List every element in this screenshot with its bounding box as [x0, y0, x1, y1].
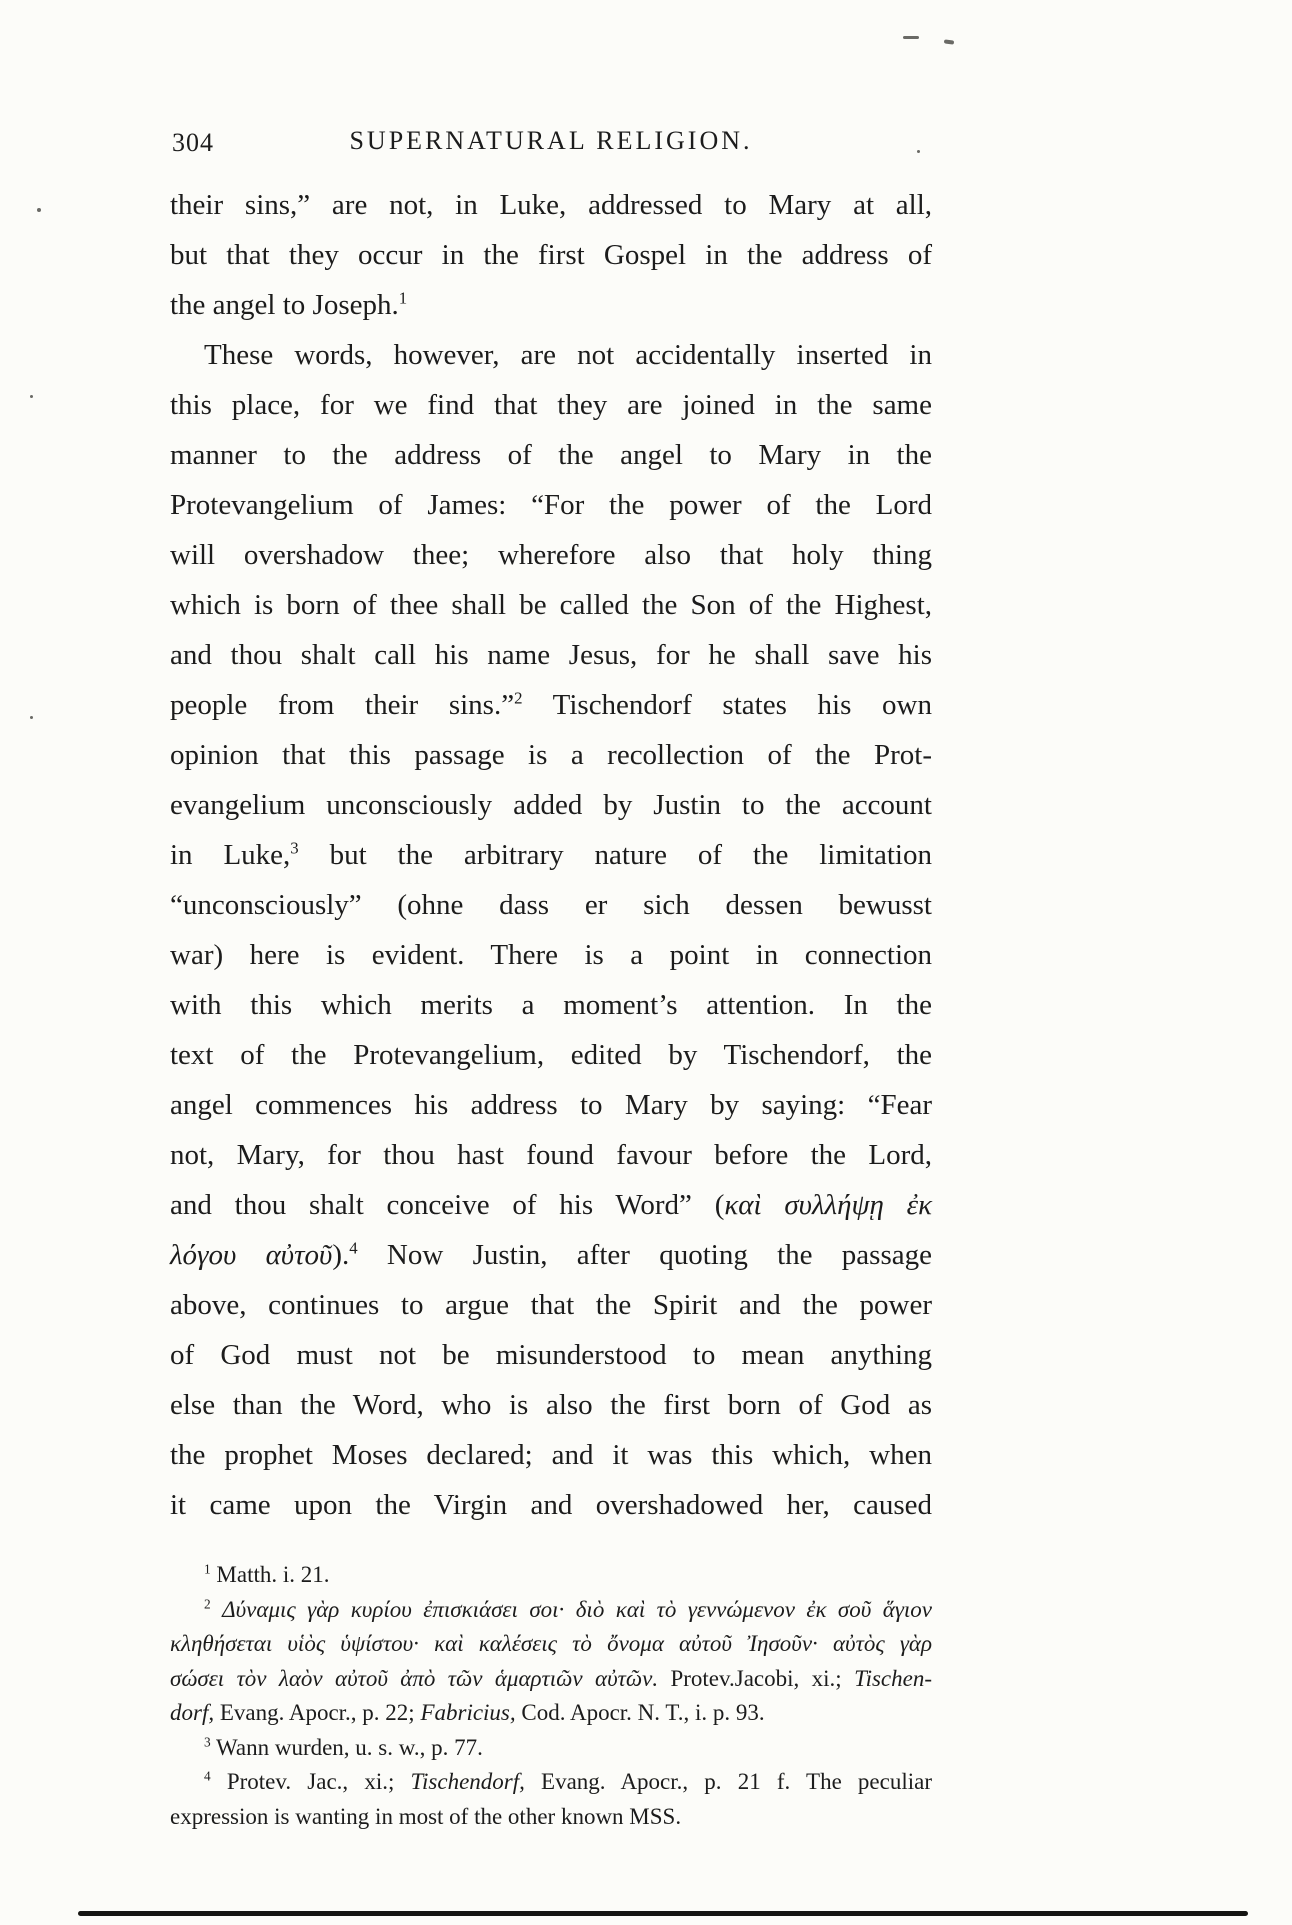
text-segment: which is born of thee shall be called the Son of the Highest, [170, 589, 932, 621]
body-text [170, 180, 932, 1530]
footnote [170, 1731, 932, 1766]
paragraph [170, 330, 932, 1530]
text-line [170, 830, 932, 880]
text-line [170, 280, 932, 330]
paragraph [170, 180, 932, 330]
text-segment: Tischendorf states his own [522, 689, 932, 721]
scan-artifact [944, 39, 954, 44]
text-segment: not, Mary, for thou hast found favour before the Lord, [170, 1139, 932, 1171]
text-line [170, 180, 932, 230]
text-line [170, 1800, 932, 1835]
italic-text-segment: Tischen- [854, 1665, 933, 1691]
text-segment: opinion that this passage is a recollection of the Prot- [170, 739, 932, 771]
text-line [170, 1280, 932, 1330]
text-segment: Protev. Jac., xi.; [210, 1769, 411, 1794]
text-segment: angel commences his address to Mary by saying: “Fear [170, 1089, 932, 1121]
text-segment: manner to the address of the angel to Mary in the [170, 439, 932, 471]
greek-text-segment: κληθήσεται υἱὸς ὑψίστου· καὶ καλέσεις τὸ ὄνομα αὐτοῦ Ἰησοῦν· αὐτὸς γὰρ [170, 1631, 932, 1656]
text-line [170, 1662, 932, 1697]
text-line [170, 1480, 932, 1530]
text-segment: and thou shalt conceive of his Word” ( [170, 1189, 725, 1221]
text-line [170, 580, 932, 630]
text-segment: expression is wanting in most of the other known MSS. [170, 1803, 682, 1829]
text-line [170, 1130, 932, 1180]
page-header [170, 126, 932, 162]
text-line [170, 1330, 932, 1380]
text-segment: Cod. Apocr. N. T., i. p. 93. [515, 1700, 765, 1725]
text-line [170, 1380, 932, 1430]
greek-text-segment: Δύναμις γὰρ κυρίου ἐπισκιάσει σοι· διὸ καὶ τὸ γεννώμενον ἐκ σοῦ ἅγιον [222, 1596, 932, 1622]
text-segment: ). [332, 1239, 350, 1271]
text-line [170, 480, 932, 530]
page-number: 304 [172, 128, 214, 157]
text-segment: with this which merits a moment’s attention. In the [170, 989, 932, 1021]
text-segment: and thou shalt call his name Jesus, for he shall save his [170, 639, 932, 671]
text-line [170, 680, 932, 730]
text-segment: in Luke, [170, 839, 291, 871]
footnote-marker: 2 [204, 1595, 211, 1611]
text-segment: Wann wurden, u. s. w., p. 77. [210, 1734, 483, 1760]
text-line [170, 230, 932, 280]
footnote-marker: 4 [349, 1238, 358, 1258]
scan-artifact [30, 716, 33, 719]
text-segment: Evang. Apocr., p. 21 f. The peculiar [524, 1769, 932, 1794]
text-segment: their sins,” are not, in Luke, addressed to Mary at all, [170, 189, 932, 221]
text-segment: war) here is evident. There is a point in connection [170, 939, 932, 971]
text-line [170, 380, 932, 430]
text-line [170, 1558, 932, 1593]
greek-text-segment: σώσει τὸν λαὸν αὐτοῦ ἀπὸ τῶν ἁμαρτιῶν αὐτῶν. [170, 1665, 659, 1691]
text-segment: text of the Protevangelium, edited by Tischendorf, the [170, 1039, 932, 1071]
italic-text-segment: Tischendorf, [410, 1769, 525, 1794]
footnote-marker: 2 [514, 688, 523, 708]
text-block [170, 126, 932, 1834]
text-line [170, 1430, 932, 1480]
text-line [170, 630, 932, 680]
scan-artifact [30, 395, 33, 398]
text-line [170, 1696, 932, 1731]
italic-text-segment: dorf, [170, 1700, 215, 1725]
text-line [170, 530, 932, 580]
text-line [170, 780, 932, 830]
text-segment: but that they occur in the first Gospel in the address of [170, 239, 932, 271]
text-line [170, 930, 932, 980]
italic-text-segment: Fabricius, [420, 1700, 516, 1725]
text-line [170, 330, 932, 380]
text-line [170, 980, 932, 1030]
text-line [170, 1180, 932, 1230]
text-line [170, 1765, 932, 1800]
greek-text-segment: λόγου αὐτοῦ [170, 1239, 333, 1271]
text-segment: but the arbitrary nature of the limitation [298, 839, 932, 871]
text-line [170, 1731, 932, 1766]
text-segment: it came upon the Virgin and overshadowed her, caused [170, 1489, 932, 1521]
footnote-marker: 3 [290, 838, 299, 858]
text-segment: people from their sins.” [170, 689, 515, 721]
footnote-marker: 4 [204, 1768, 211, 1784]
text-segment: Protevangelium of James: “For the power of the Lord [170, 489, 932, 521]
greek-text-segment: καὶ συλλήψῃ ἐκ [724, 1189, 932, 1221]
text-segment: These words, however, are not accidentally inserted in [204, 339, 932, 371]
footnote-marker: 1 [204, 1561, 211, 1577]
text-segment: above, continues to argue that the Spirit and the power [170, 1289, 932, 1321]
text-segment: else than the Word, who is also the first born of God as [170, 1389, 932, 1421]
text-segment: the angel to Joseph. [170, 289, 399, 321]
text-segment: will overshadow thee; wherefore also that holy thing [170, 539, 932, 571]
text-line [170, 430, 932, 480]
scan-artifact [37, 208, 41, 212]
footnote-marker: 1 [398, 288, 408, 308]
text-segment: “unconsciously” (ohne dass er sich dessen bewusst [170, 889, 932, 921]
text-segment: of God must not be misunderstood to mean anything [170, 1339, 932, 1371]
footnote [170, 1593, 932, 1731]
footnote [170, 1765, 932, 1834]
text-line [170, 730, 932, 780]
text-line [170, 1230, 932, 1280]
text-segment [211, 1597, 222, 1622]
text-segment: Evang. Apocr., p. 22; [214, 1700, 421, 1725]
text-segment: Now Justin, after quoting the passage [357, 1239, 932, 1271]
text-segment: this place, for we find that they are joined in the same [170, 389, 932, 421]
text-line [170, 1593, 932, 1628]
footnotes [170, 1558, 932, 1834]
text-line [170, 1627, 932, 1662]
running-title: SUPERNATURAL RELIGION. [349, 126, 753, 155]
text-segment: the prophet Moses declared; and it was this which, when [170, 1439, 932, 1471]
scan-edge-line [78, 1911, 1248, 1916]
text-segment: Protev.Jacobi, xi.; [658, 1665, 855, 1691]
footnote [170, 1558, 932, 1593]
text-segment: Matth. i. 21. [210, 1562, 330, 1587]
text-line [170, 880, 932, 930]
footnote-marker: 3 [204, 1733, 211, 1749]
text-line [170, 1030, 932, 1080]
text-line [170, 1080, 932, 1130]
text-segment: evangelium unconsciously added by Justin to the account [170, 789, 932, 821]
scan-artifact [903, 36, 919, 39]
